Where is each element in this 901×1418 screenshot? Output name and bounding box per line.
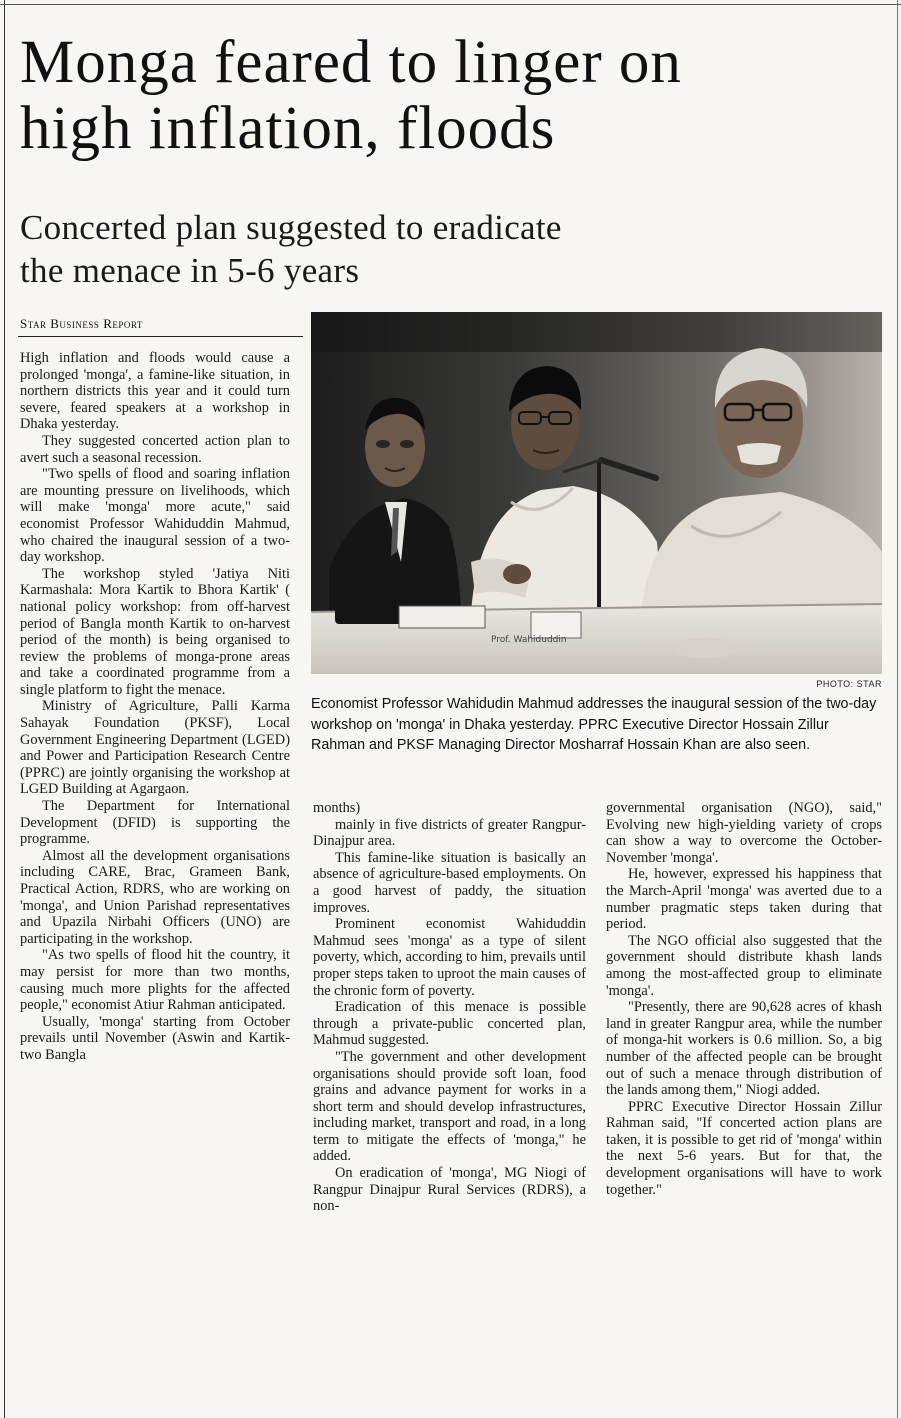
page-edge-top	[0, 4, 901, 5]
byline-rule	[18, 336, 303, 337]
photo-credit: PHOTO: STAR	[816, 679, 882, 689]
paragraph: Usually, 'monga' starting from October prevails until November (Aswin and Kartik-two Bangla	[20, 1013, 290, 1063]
news-photo	[311, 312, 882, 674]
paragraph: The NGO official also suggested that the government should distribute khash lands among the most-affected group to eliminate 'monga'.	[606, 932, 882, 999]
paragraph: Eradication of this menace is possible through a private-public concerted plan, Mahmud suggested.	[313, 999, 586, 1049]
paragraph: The workshop styled 'Jatiya Niti Karmashala: Mora Kartik to Bhora Kartik' ( national policy workshop: from off-harvest period of Bangla month Kartik to on-harvest period of the month) is being organised to review the problems of monga-prone areas and take a coordinated programme from a single platform to fight the menace.	[20, 565, 290, 698]
paragraph: Almost all the development organisations including CARE, Brac, Grameen Bank, Practical Action, RDRS, who are working on 'monga', and Union Parishad representatives and Upazila Nirbahi Officers (UNO) are participating in the workshop.	[20, 847, 290, 947]
paragraph: PPRC Executive Director Hossain Zillur Rahman said, "If concerted action plans are taken, it is possible to get rid of 'monga' within the next 5-6 years. But for that, the development organisations will have to work together."	[606, 1098, 882, 1198]
headline: Monga feared to linger on high inflation, floods	[20, 29, 682, 162]
paragraph: Ministry of Agriculture, Palli Karma Sahayak Foundation (PKSF), Local Government Engineering Department (LGED) and Power and Participation Research Centre (PPRC) are jointly organising the workshop at LGED Building at Agargaon.	[20, 698, 290, 798]
page-edge-right	[897, 0, 898, 1418]
paragraph: On eradication of 'monga', MG Niogi of Rangpur Dinajpur Rural Services (RDRS), a non-	[313, 1165, 586, 1215]
subheadline: Concerted plan suggested to eradicate the menace in 5-6 years	[20, 208, 562, 290]
article-column-2	[313, 800, 586, 1215]
paragraph: This famine-like situation is basically an absence of agriculture-based employments. On a good harvest of paddy, the situation improves.	[313, 849, 586, 916]
photo-caption: Economist Professor Wahidudin Mahmud addresses the inaugural session of the two-day workshop on 'monga' in Dhaka yesterday. PPRC Executive Director Hossain Zillur Rahman and PKSF Managing Director Mosharraf Hossain Khan are also seen.	[311, 696, 877, 753]
paragraph-continued: governmental organisation (NGO), said," Evolving new high-yielding variety of crops can show a way to overcome the October-November 'monga'.	[606, 800, 882, 866]
paragraph: "As two spells of flood hit the country, it may persist for more than two months, causing much more plights for the affected people," economist Atiur Rahman anticipated.	[20, 947, 290, 1014]
paragraph: "Two spells of flood and soaring inflation are mounting pressure on livelihoods, which will make 'monga' more acute," said economist Professor Wahiduddin Mahmud, who chaired the inaugural session of a two-day workshop.	[20, 466, 290, 566]
byline: Star Business Report	[20, 316, 143, 331]
paragraph: High inflation and floods would cause a prolonged 'monga', a famine-like situation, in northern districts this year and it could turn severe, feared speakers at a workshop in Dhaka yesterday.	[20, 350, 290, 433]
article-column-1	[20, 350, 290, 1064]
news-photo-illustration	[311, 312, 882, 674]
paragraph: "Presently, there are 90,628 acres of khash land in greater Rangpur area, while the number of monga-hit workers is 0.6 million. So, a big number of the affected people can be brought out of such a menace through distribution of the lands among them," Niogi added.	[606, 999, 882, 1099]
paragraph: Prominent economist Wahiduddin Mahmud sees 'monga' as a type of silent poverty, which, according to him, prevails until proper steps taken to uproot the main causes of the chronic form of poverty.	[313, 916, 586, 999]
paragraph: "The government and other development organisations should provide soft loan, food grains and advance payment for works in a short term and should develop infrastructures, including market, transport and road, in a long term to mitigate the effects of 'monga," he added.	[313, 1048, 586, 1165]
article-column-3	[606, 800, 882, 1198]
paragraph: They suggested concerted action plan to avert such a seasonal recession.	[20, 432, 290, 466]
paragraph-continued: months)	[313, 800, 361, 816]
paragraph: He, however, expressed his happiness that the March-April 'monga' was averted due to a number pragmatic steps taken during that period.	[606, 866, 882, 933]
paragraph: The Department for International Development (DFID) is supporting the programme.	[20, 798, 290, 848]
nameplate-text: Prof. Wahiduddin	[491, 635, 567, 645]
paragraph: mainly in five districts of greater Rangpur-Dinajpur area.	[313, 816, 586, 850]
page-edge-left	[4, 0, 5, 1418]
